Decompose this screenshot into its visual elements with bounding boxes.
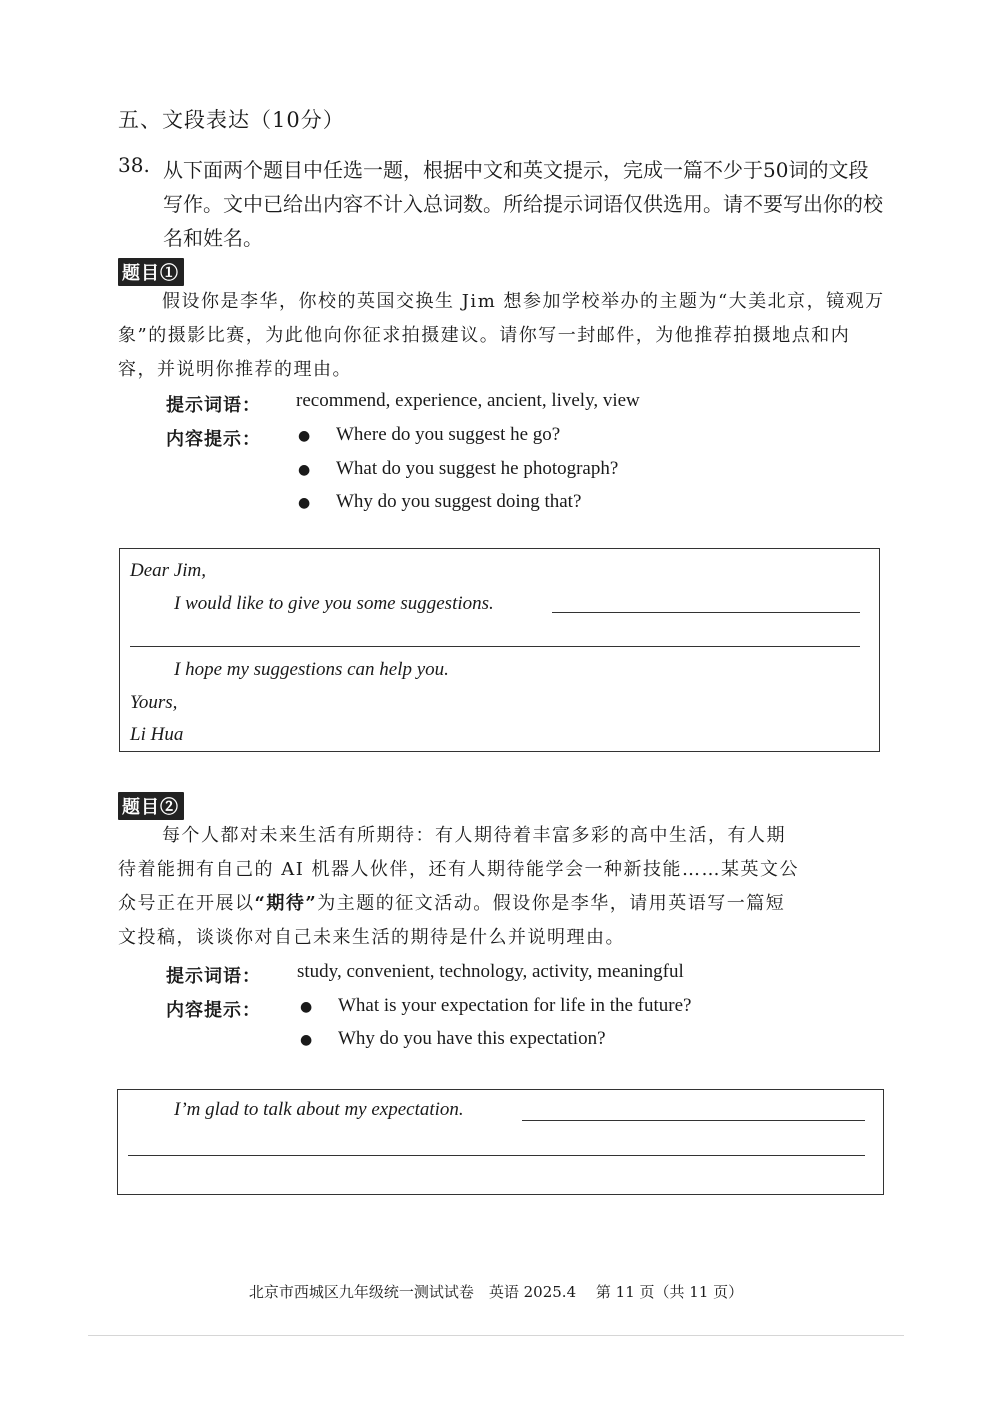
letter-opening: I would like to give you some suggestions. (174, 593, 494, 614)
answer-line[interactable] (128, 1155, 865, 1156)
topic2-prompt-line: 众号正在开展以 (118, 893, 255, 914)
letter-closing: I hope my suggestions can help you. (174, 659, 449, 680)
bullet-icon: ● (300, 1032, 313, 1048)
topic1-content-hint: What do you suggest he photograph? (336, 458, 619, 479)
topic1-badge: 题目① (118, 258, 184, 286)
topic2-content-hints-label: 内容提示： (166, 1000, 261, 1021)
answer-line[interactable] (552, 612, 860, 613)
section-title: 五、文段表达（10分） (118, 108, 345, 132)
topic1-prompt-text: 假设你是李华，你校的英国交换生 Jim 想参加学校举办的主题为“大美北京，镜观万象”的摄影比赛，为此他向你征求拍摄建议。请你写一封邮件，为他推荐拍摄地点和内容，并说明你推荐的理由。 (118, 291, 885, 380)
bullet-icon: ● (298, 495, 311, 511)
topic1-content-hint: Where do you suggest he go? (336, 424, 561, 445)
topic1-answer-box (119, 548, 880, 752)
answer-line[interactable] (522, 1120, 865, 1121)
letter-name: Li Hua (130, 724, 184, 745)
topic1-hint-words: recommend, experience, ancient, lively, view (296, 390, 640, 411)
topic2-prompt-line: 待着能拥有自己的 AI 机器人伙伴，还有人期待能学会一种新技能……某英文公 (118, 859, 800, 880)
topic2-prompt-line: 文投稿，谈谈你对自己未来生活的期待是什么并说明理由。 (118, 927, 625, 948)
question-instruction: 从下面两个题目中任选一题，根据中文和英文提示，完成一篇不少于50词的文段写作。文中已给出内容不计入总词数。所给提示词语仅供选用。请不要写出你的校名和姓名。 (163, 158, 883, 250)
question-number: 38. (118, 153, 150, 177)
topic2-prompt (118, 819, 898, 955)
page-divider (88, 1335, 904, 1336)
letter-greeting: Dear Jim, (130, 560, 206, 581)
topic2-hint-words-label: 提示词语： (166, 966, 261, 987)
topic1-prompt (118, 285, 886, 387)
topic2-opening: I’m glad to talk about my expectation. (174, 1099, 464, 1120)
page-footer: 北京市西城区九年级统一测试试卷 英语 2025.4 第 11 页（共 11 页） (248, 1283, 744, 1301)
topic2-prompt-emphasis: “期待” (254, 893, 318, 914)
bullet-icon: ● (300, 999, 313, 1015)
topic2-hint-words: study, convenient, technology, activity, meaningful (297, 961, 684, 982)
topic1-hint-words-label: 提示词语： (166, 395, 261, 416)
topic2-content-hint: What is your expectation for life in the future? (338, 995, 692, 1016)
bullet-icon: ● (298, 428, 311, 444)
topic2-content-hint: Why do you have this expectation? (338, 1028, 606, 1049)
letter-signoff: Yours, (130, 692, 178, 713)
topic1-content-hint: Why do you suggest doing that? (336, 491, 582, 512)
bullet-icon: ● (298, 462, 311, 478)
topic2-prompt-line: 每个人都对未来生活有所期待：有人期待着丰富多彩的高中生活，有人期 (162, 825, 786, 846)
answer-line[interactable] (130, 646, 860, 647)
topic2-badge: 题目② (118, 792, 184, 820)
topic2-prompt-line: 为主题的征文活动。假设你是李华，请用英语写一篇短 (317, 893, 786, 914)
topic1-content-hints-label: 内容提示： (166, 429, 261, 450)
